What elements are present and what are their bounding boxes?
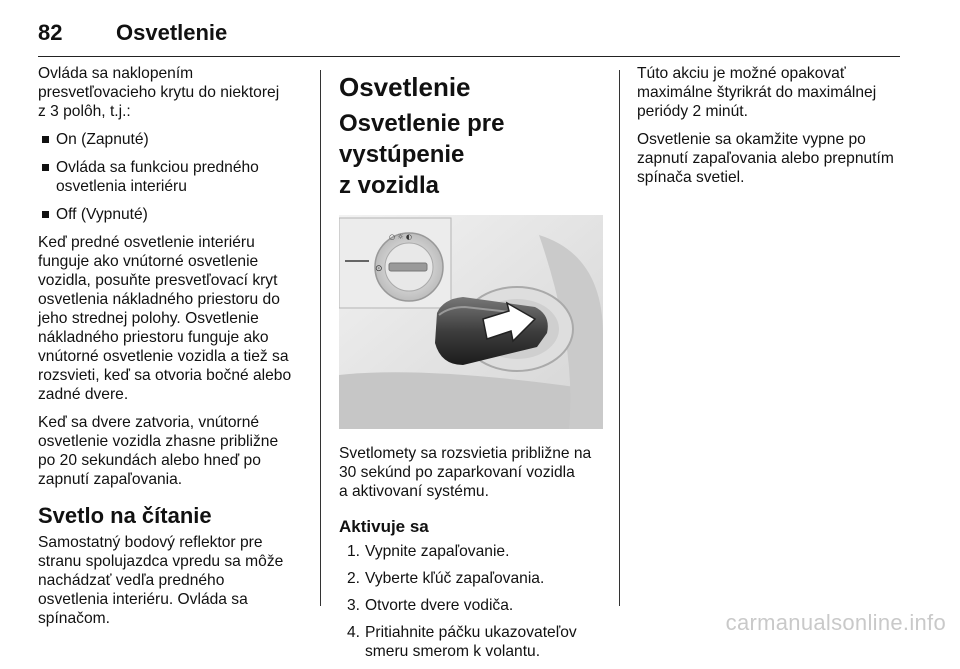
column-1	[38, 64, 306, 637]
watermark: carmanualsonline.info	[725, 610, 946, 635]
paragraph: Keď sa dvere zatvoria, vnútorné osvetlenie vozidla zhasne približne po 20 sekundách alebo hneď po zapnutí zapaľovania.	[38, 414, 279, 488]
column-divider-2	[619, 70, 620, 606]
list-item: Off (Vypnuté)	[38, 205, 306, 224]
svg-text:○ ☼ ◐: ○ ☼ ◐	[389, 233, 412, 241]
step-number: 1.	[347, 543, 361, 560]
list-item: On (Zapnuté)	[38, 130, 306, 149]
paragraph: Osvetlenie sa okamžite vypne po zapnutí zapaľovania alebo prepnutím spínača svetiel.	[637, 131, 894, 186]
turn-signal-lever-illustration	[339, 215, 603, 429]
list-item: Ovláda sa funkciou predného osvetlenia interiéru	[38, 158, 306, 196]
list-item	[339, 623, 607, 661]
column-3	[637, 64, 907, 196]
step-number: 3.	[347, 597, 361, 614]
section-heading-exit-lighting: Osvetlenie pre vystúpenie z vozidla	[339, 110, 505, 199]
step-number: 4.	[347, 624, 361, 641]
step-text: Pritiahnite páčku ukazovateľov smeru smerom k volantu.	[365, 624, 577, 660]
page-header	[38, 12, 900, 52]
list-item	[339, 542, 607, 561]
step-text: Vyberte kľúč zapaľovania.	[365, 570, 545, 587]
list-item	[339, 569, 607, 588]
page-number: 82	[38, 20, 63, 45]
section-heading-reading-light: Svetlo na čítanie	[38, 503, 212, 528]
intro-text: Ovláda sa naklopením presvetľovacieho krytu do niektorej z 3 polôh, t.j.:	[38, 65, 280, 120]
subheading-activation: Aktivuje sa	[339, 517, 429, 536]
step-text: Otvorte dvere vodiča.	[365, 597, 514, 614]
paragraph: Svetlomety sa rozsvietia približne na 30 sekúnd po zaparkovaní vozidla a aktivovaní systému.	[339, 445, 592, 500]
activation-steps	[339, 542, 607, 661]
svg-text:⊙: ⊙	[375, 264, 383, 274]
paragraph: Keď predné osvetlenie interiéru funguje ako vnútorné osvetlenie vozidla, posuňte presvetľovací kryt osvetlenia nákladného priestoru do jeho strednej polohy. Osvetlenie nákladného priestoru funguje ako vnútorné osvetlenie vozidla a tiež sa rozsvieti, keď sa otvoria bočné alebo zadné dvere.	[38, 234, 292, 403]
header-rule	[38, 56, 900, 57]
paragraph: Samostatný bodový reflektor pre stranu spolujazdca vpredu sa môže nachádzať vedľa predného osvetlenia interiéru. Ovláda sa spínačom.	[38, 534, 284, 627]
mode-list	[38, 130, 306, 224]
paragraph: Túto akciu je možné opakovať maximálne štyrikrát do maximálnej periódy 2 minút.	[637, 65, 877, 120]
column-divider-1	[320, 70, 321, 606]
step-number: 2.	[347, 570, 361, 587]
chapter-heading: Osvetlenie	[339, 72, 471, 102]
column-2	[339, 64, 607, 669]
step-text: Vypnite zapaľovanie.	[365, 543, 510, 560]
running-head: Osvetlenie	[116, 20, 228, 45]
list-item	[339, 596, 607, 615]
